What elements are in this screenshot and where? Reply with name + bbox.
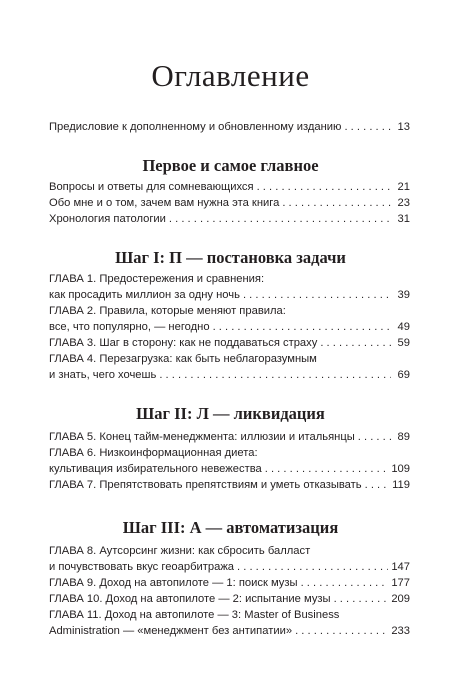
page-number: 147 [391,560,410,573]
entry-text: ГЛАВА 1. Предостережения и сравнения: [49,273,265,285]
section-heading: Шаг II: Л — ликвидация [136,404,325,423]
toc-entry[interactable] [49,212,410,228]
toc-entry[interactable] [49,446,410,477]
toc-entry[interactable] [49,608,410,639]
dot-leader [320,336,391,352]
dot-leader [365,478,390,494]
dot-leader [358,430,391,446]
entry-text: ГЛАВА 6. Низкоинформационная диета: [49,447,258,459]
dot-leader [159,368,391,384]
dot-leader [237,560,388,576]
entry-text: и почувствовать вкус геоарбитража [49,560,235,573]
dot-leader [295,624,388,640]
toc-entry[interactable] [49,352,410,383]
entry-text: культивация избирательного невежества [49,462,262,475]
entry-text: ГЛАВА 5. Конец тайм-менеджмента: иллюзии и итальянцы [49,431,355,443]
page-number: 233 [391,624,410,637]
dot-leader [334,592,389,608]
entry-text: ГЛАВА 2. Правила, которые меняют правила: [49,305,286,317]
entry-text: Хронология патологии [49,213,166,225]
dot-leader [257,180,391,196]
page-number: 49 [397,320,410,333]
toc-entry[interactable] [49,430,410,446]
entry-text: ГЛАВА 3. Шаг в сторону: как не поддаваться страху [49,337,318,349]
section-heading: Первое и самое главное [142,156,319,175]
page-number: 119 [392,479,410,491]
page-number: 23 [397,197,410,209]
page-number: 59 [397,337,410,349]
entry-text: Предисловие к дополненному и обновленному изданию [49,121,342,133]
dot-leader [344,120,391,136]
entry-text: Обо мне и о том, зачем вам нужна эта книга [49,197,280,209]
page-number: 69 [397,368,410,381]
dot-leader [282,196,391,212]
toc-entry[interactable] [49,272,410,303]
page-number: 177 [391,577,410,589]
toc-entry[interactable] [49,478,410,494]
toc-entry[interactable] [49,576,410,592]
entry-text: Вопросы и ответы для сомневающихся [49,181,254,193]
toc-entry[interactable] [49,196,410,212]
dot-leader [213,320,391,336]
page-title: Оглавление [151,58,310,93]
dot-leader [243,288,391,304]
toc-entry[interactable] [49,304,410,335]
section-heading: Шаг I: П — постановка задачи [115,248,346,267]
dot-leader [301,576,389,592]
entry-text: Administration — «менеджмент без антипатии» [49,624,293,637]
toc-entry[interactable] [49,180,410,196]
page-number: 209 [391,593,410,605]
entry-text: ГЛАВА 11. Доход на автопилоте — 3: Master of Business [49,609,340,621]
entry-text: ГЛАВА 9. Доход на автопилоте — 1: поиск музы [49,577,298,589]
entry-text: ГЛАВА 10. Доход на автопилоте — 2: испытание музы [49,593,331,605]
entry-text: все, что популярно, — негодно [49,320,210,333]
page-number: 31 [397,213,410,225]
dot-leader [169,212,391,228]
entry-text: ГЛАВА 7. Препятствовать препятствиям и уметь отказывать [49,479,362,491]
toc-entry-preface[interactable] [49,120,410,136]
page-number: 109 [391,462,410,475]
toc-entry[interactable] [49,336,410,352]
toc-entry[interactable] [49,544,410,575]
page-number: 21 [397,181,410,193]
page-number: 13 [397,121,410,133]
page-number: 39 [397,288,410,301]
page-number: 89 [397,431,410,443]
dot-leader [265,462,389,478]
entry-text: как просадить миллион за одну ночь [49,288,240,301]
section-heading: Шаг III: А — автоматизация [122,518,339,537]
entry-text: ГЛАВА 8. Аутсорсинг жизни: как сбросить балласт [49,545,311,557]
entry-text: и знать, чего хочешь [49,368,157,381]
toc-entry[interactable] [49,592,410,608]
entry-text: ГЛАВА 4. Перезагрузка: как быть неблагоразумным [49,353,317,365]
